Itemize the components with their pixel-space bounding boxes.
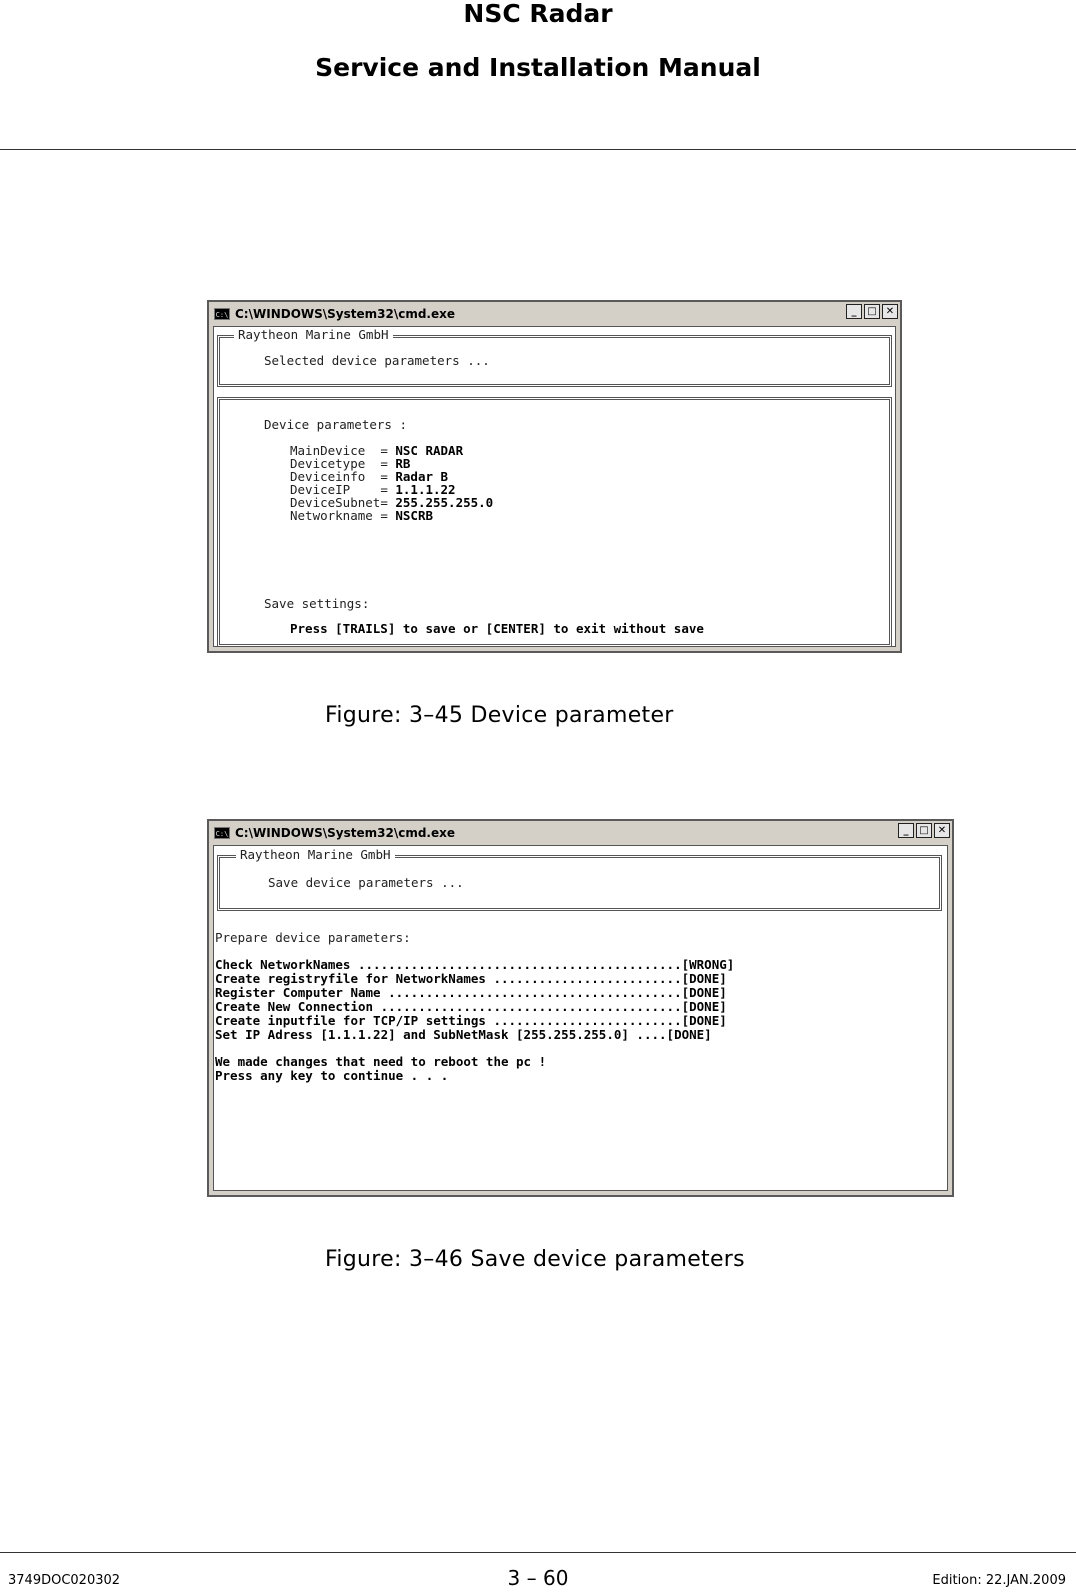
company-label: Raytheon Marine GmbH [236,848,395,862]
cmd-window-icon: C:\ [214,827,230,839]
page-number: 3 – 60 [507,1566,569,1590]
manual-title: NSC Radar [463,0,613,28]
prepare-label: Prepare device parameters: [215,930,411,945]
edition-date: Edition: 22.JAN.2009 [932,1573,1066,1588]
console-area [213,845,948,1191]
maximize-icon[interactable]: □ [864,304,880,319]
param-row: Networkname = NSCRB [290,508,434,523]
continue-message: Press any key to continue . . . [215,1068,449,1083]
cmd-window-device-parameters [207,300,902,653]
param-row: Devicetype = RB [290,456,411,471]
cmd-window-save-parameters [207,819,954,1197]
header-rule [0,149,1076,150]
status-text: Selected device parameters ... [264,353,490,368]
doc-number: 3749DOC020302 [8,1573,121,1588]
window-title: C:\WINDOWS\System32\cmd.exe [235,307,456,321]
minimize-icon[interactable]: _ [898,823,914,838]
manual-subtitle: Service and Installation Manual [315,53,761,82]
window-titlebar[interactable] [211,823,950,843]
window-controls [898,823,950,838]
param-row: Deviceinfo = Radar B [290,469,449,484]
footer-rule [0,1552,1076,1553]
step-row: Set IP Adress [1.1.1.22] and SubNetMask [255.255.255.0] ....[DONE] [215,1027,712,1042]
step-row: Check NetworkNames ...........................................[WRONG] [215,957,735,972]
window-titlebar[interactable] [211,304,898,324]
param-row: MainDevice = NSC RADAR [290,443,464,458]
cmd-window-icon: C:\ [214,308,230,320]
save-prompt: Press [TRAILS] to save or [CENTER] to exit without save [290,621,704,636]
section-label: Device parameters : [264,417,407,432]
window-title: C:\WINDOWS\System32\cmd.exe [235,826,456,840]
param-row: DeviceIP = 1.1.1.22 [290,482,456,497]
company-label: Raytheon Marine GmbH [234,328,393,342]
console-area [213,326,896,647]
minimize-icon[interactable]: _ [846,304,862,319]
param-row: DeviceSubnet= 255.255.255.0 [290,495,494,510]
save-settings-label: Save settings: [264,596,370,611]
status-text: Save device parameters ... [268,875,464,890]
step-row: Create registryfile for NetworkNames .........................[DONE] [215,971,727,986]
close-icon[interactable]: ✕ [934,823,950,838]
figure-caption: Figure: 3–45 Device parameter [325,703,674,728]
step-row: Create inputfile for TCP/IP settings .........................[DONE] [215,1013,727,1028]
step-row: Create New Connection ........................................[DONE] [215,999,727,1014]
maximize-icon[interactable]: □ [916,823,932,838]
step-row: Register Computer Name .......................................[DONE] [215,985,727,1000]
reboot-message: We made changes that need to reboot the pc ! [215,1054,547,1069]
window-controls [846,304,898,319]
figure-caption: Figure: 3–46 Save device parameters [325,1247,745,1272]
close-icon[interactable]: ✕ [882,304,898,319]
